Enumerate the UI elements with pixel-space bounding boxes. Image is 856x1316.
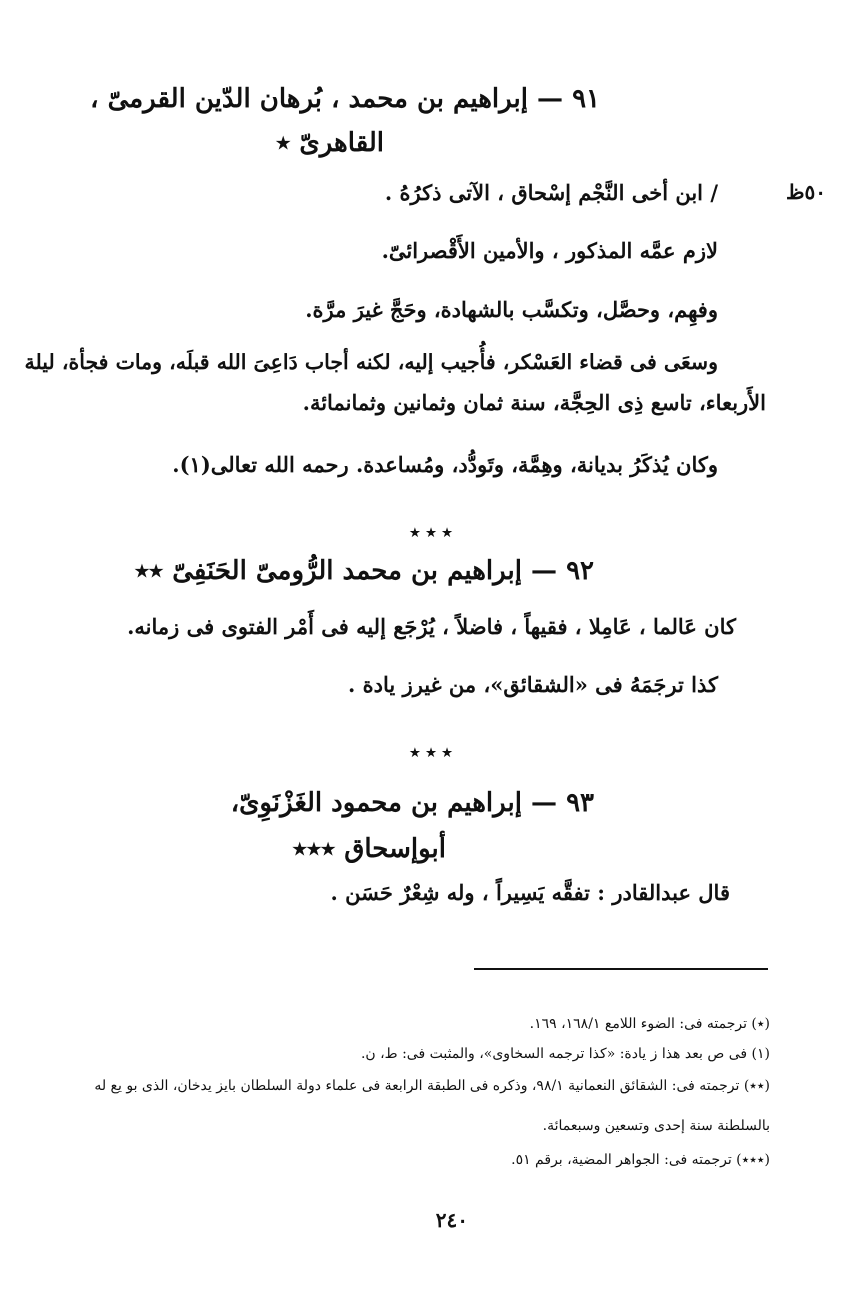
- entry-92-paragraph: كان عَالما ، عَامِلا ، فقيهاً ، فاضلاً ، يُرْجَع إليه فى أَمْر الفتوى فى زمانه.: [127, 614, 736, 639]
- footnote: (٭) ترجمته فى: الضوء اللامع ١٦٨/١، ١٦٩.: [529, 1016, 770, 1032]
- entry-91-paragraph: / ابن أخى النَّجْم إسْحاق ، الآتى ذكرُهُ .: [384, 180, 718, 205]
- page-number: ٢٤٠: [435, 1208, 468, 1232]
- entry-91-paragraph: وكان يُذكَرُ بديانة، وهِمَّة، وتَودُّد، ومُساعدة. رحمه الله تعالى(١).: [172, 452, 718, 477]
- footnote: (٭٭٭) ترجمته فى: الجواهر المضية، برقم ٥١.: [511, 1152, 770, 1168]
- entry-92-paragraph: كذا ترجَمَهُ فى «الشقائق»، من غيرز يادة .: [348, 672, 718, 697]
- section-separator: ٭ ٭ ٭: [410, 522, 452, 543]
- entry-91-paragraph: وسعَى فى قضاء العَسْكر، فأُجيب إليه، لكنه أجاب دَاعِىَ الله قبلَه، ومات فجأة، ليلة: [24, 350, 718, 374]
- footnote-rule: [474, 968, 768, 970]
- entry-93-heading-line2: أبوإسحاق ٭٭٭: [292, 834, 446, 864]
- footnote: (٭٭) ترجمته فى: الشقائق النعمانية ٩٨/١، وذكره فى الطبقة الرابعة فى علماء دولة السلطان بايز يدخان، الذى بو يع له: [94, 1078, 770, 1094]
- entry-93-heading-line1: ٩٣ — إبراهيم بن محمود الغَزْنَوِىّ،: [230, 788, 594, 818]
- entry-91-heading-line1: ٩١ — إبراهيم بن محمد ، بُرهان الدّين القرمىّ ،: [90, 84, 600, 114]
- entry-92-heading: ٩٢ — إبراهيم بن محمد الرُّومىّ الحَنَفِىّ ٭٭: [134, 556, 594, 586]
- entry-91-paragraph: لازم عمَّه المذكور ، والأمين الأَقْصرائىّ.: [381, 238, 718, 263]
- entry-93-paragraph: قال عبدالقادر : تفقَّه يَسِيراً ، وله شِعْرٌ حَسَن .: [330, 880, 730, 905]
- footnote: (١) فى ص بعد هذا ز يادة: «كذا ترجمه السخاوى»، والمثبت فى: ط، ن.: [360, 1046, 770, 1062]
- entry-91-heading-line2: القاهرىّ ٭: [276, 128, 384, 158]
- margin-folio-marker: ٥٠ظ: [786, 180, 826, 204]
- entry-91-paragraph: الأَربعاء، تاسع ذِى الحِجَّة، سنة ثمان وثمانين وثمانمائة.: [302, 390, 766, 415]
- section-separator: ٭ ٭ ٭: [410, 742, 452, 763]
- entry-91-paragraph: وفهِم، وحصَّل، وتكسَّب بالشهادة، وحَجَّ غيرَ مرَّة.: [305, 297, 718, 322]
- footnote-continuation: بالسلطنة سنة إحدى وتسعين وسبعمائة.: [542, 1118, 770, 1134]
